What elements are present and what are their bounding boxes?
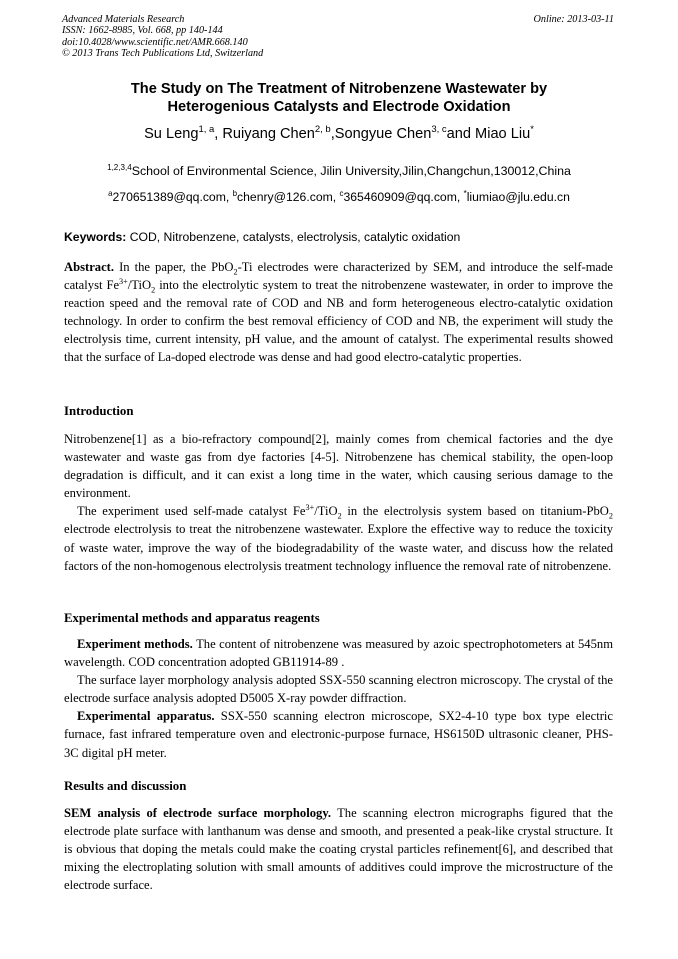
affiliation-sup: 1,2,3,4 (107, 162, 132, 172)
methods-body (64, 635, 613, 762)
keywords-text: COD, Nitrobenzene, catalysts, electrolysis, catalytic oxidation (129, 230, 461, 244)
keywords-label: Keywords: (64, 230, 127, 244)
author-name: Miao Liu (475, 126, 531, 142)
paragraph: Nitrobenzene[1] as a bio-refractory compound[2], mainly comes from chemical factories and the dye wastewater and waste gas from dye factories [4-5]. Nitrobenzene has chemical stability, the open-loop degradation is difficult, and it can exist a long time in the water, which causing serious damage to the environment. (64, 432, 613, 501)
email-sup: a (108, 188, 113, 198)
email-sup: b (232, 188, 238, 198)
abstract (64, 258, 613, 367)
paragraph: The surface layer morphology analysis adopted SSX-550 scanning electron microscopy. The crystal of the electrode surface analysis adopted D5005 X-ray powder diffraction. (64, 673, 613, 706)
abstract-label: Abstract. (64, 260, 115, 274)
email-list: $^a$270651389@qq.com, $^b$chenry@126.com, $^c$365460909@qq.com, *liumiao@jlu.edu.cn (108, 188, 570, 204)
author-sup: 1, a (198, 124, 215, 136)
author-name: Songyue Chen (334, 126, 432, 142)
email: 365460909@qq.com (343, 190, 457, 204)
author-sup: 3, c (431, 124, 447, 136)
paragraph: SEM analysis of electrode surface morphology. The scanning electron micrographs figured that the electrode plate surface with lanthanum was dense and smooth, and presented a peak-like crystal structure. It is obvious that doping the metals could make the coating crystal particles refinement[6], and described that mixing the electroplating solution with small amounts of additives could improve the microstructure of the electrode surface. (64, 806, 613, 893)
introduction-body (64, 430, 613, 575)
paragraph: Experimental apparatus. SSX-550 scanning electron microscope, SX2-4-10 type box type electric furnace, fast infrared temperature oven and electronic-purpose furnace, HS6150D ultrasonic cleaner, PHS-3C digital pH meter. (64, 709, 613, 760)
paper-title (60, 80, 618, 116)
results-body (64, 804, 613, 894)
title-line-2: Heterogenious Catalysts and Electrode Oxidation (167, 99, 511, 115)
affiliation-text: School of Environmental Science, Jilin University,Jilin,Changchun,130012,China (131, 164, 571, 178)
email: liumiao@jlu.edu.cn (466, 190, 570, 204)
author-name: Ruiyang Chen (222, 126, 315, 142)
online-date: Online: 2013-03-11 (533, 14, 614, 25)
copyright: © 2013 Trans Tech Publications Ltd, Switzerland (62, 48, 264, 60)
author-sup: * (530, 124, 534, 136)
email-sup: * (463, 188, 467, 198)
section-heading-methods: Experimental methods and apparatus reagents (64, 611, 320, 625)
section-heading-introduction: Introduction (64, 404, 134, 418)
doi: doi:10.4028/www.scientific.net/AMR.668.140 (62, 36, 248, 48)
email-sup: c (339, 188, 344, 198)
journal-header (62, 14, 263, 60)
title-line-1: The Study on The Treatment of Nitrobenzene Wastewater by (130, 81, 548, 97)
paragraph: The experiment used self-made catalyst $Fe^{3+}/TiO_2$ in the electrolysis system based on titanium-PbO$_2$ electrode electrolysis to treat the nitrobenzene wastewater. Explore the effective way to reduce the toxicity of waste water, improve the way of the biodegradability of the waste water, and discuss how the related factors of the non-homogenous electrolysis treatment technology influence the removal rate of nitrobenzene. (64, 503, 613, 573)
author-sup: 2, b (314, 124, 331, 136)
author-list: Su Leng$^{1, a}$, Ruiyang Chen$^{2, b}$,Songyue Chen$^{3, c}$and Miao Liu* (144, 124, 534, 142)
section-heading-results: Results and discussion (64, 779, 187, 793)
paragraph: Experiment methods. The content of nitrobenzene was measured by azoic spectrophotometers at 545nm wavelength. COD concentration adopted GB11914-89 . (64, 637, 613, 670)
issn: ISSN: 1662-8985, Vol. 668, pp 140-144 (62, 25, 223, 37)
keywords (64, 230, 616, 244)
email: 270651389@qq.com (112, 190, 226, 204)
email: chenry@126.com (237, 190, 333, 204)
abstract-paragraph: Abstract. In the paper, the PbO$_2$-Ti electrodes were characterized by SEM, and introduce the self-made catalyst $Fe^{3+}/TiO_2$ into the electrolytic system to treat the nitrobenzene wastewater, in order to improve the reaction speed and the removal rate of COD and NB and form heterogeneous electro-catalytic oxidation technology. In order to confirm the best removal efficiency of COD and NB, the experiment will study the electrolysis time, current intensity, pH value, and the amount of catalyst. The experimental results showed that the surface of La-doped electrode was dense and had good electro-catalytic properties. (64, 260, 613, 365)
author-name: Su Leng (144, 126, 199, 142)
journal-name: Advanced Materials Research (62, 14, 185, 25)
affiliation (60, 164, 618, 178)
